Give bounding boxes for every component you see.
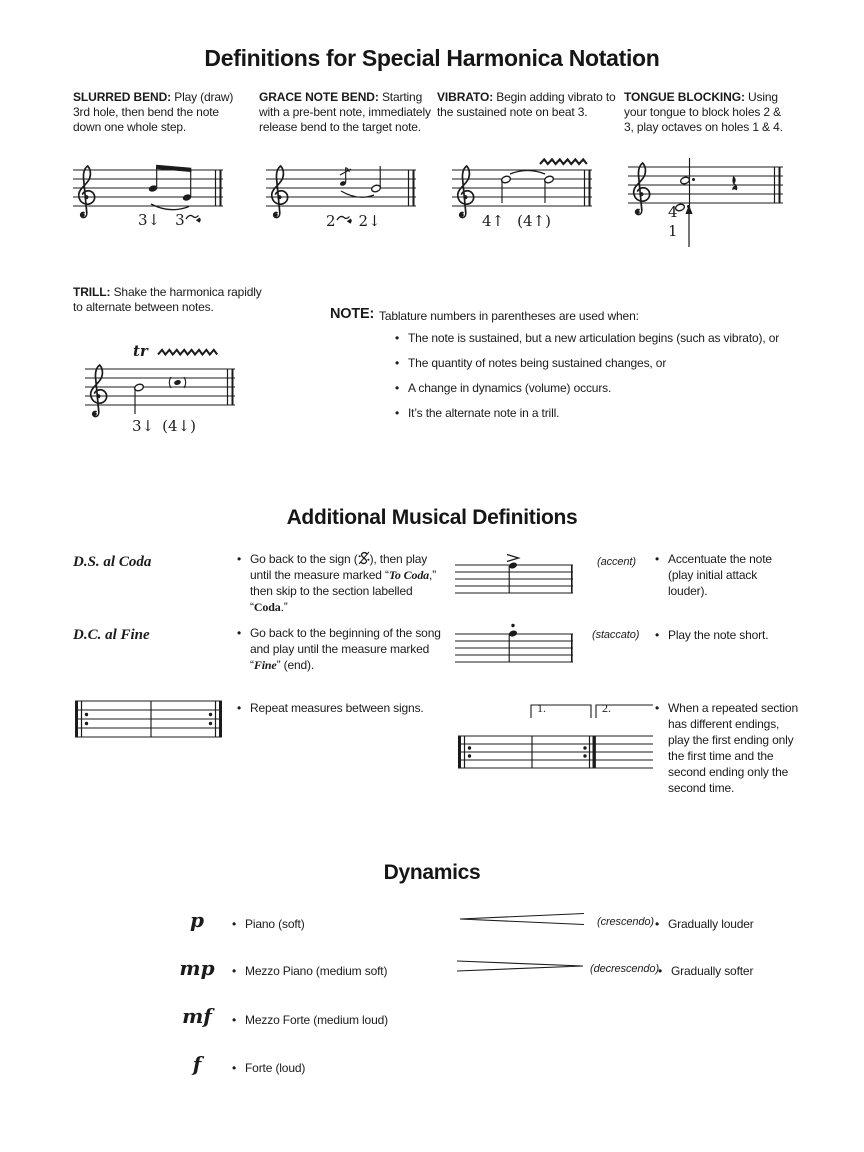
note-intro: Tablature numbers in parentheses are used when: [379,309,639,323]
dynamic-desc-piano: • Piano (soft) [232,917,305,931]
staccato-desc: • Play the note short. [655,628,769,642]
trill-staff [85,357,235,421]
tab-item: (4↑) [517,212,551,230]
bullet-dot: • [395,381,400,395]
accent-mark [507,555,519,562]
section-title-additional: Additional Musical Definitions [286,506,578,529]
vibrato-term: VIBRATO: [437,90,494,104]
vibrato-staff [452,158,592,220]
section-title-dynamics: Dynamics [383,861,481,884]
vibrato-wavy-line [540,159,587,164]
trill-tab [132,417,196,435]
repeat-desc: • Repeat measures between signs. [237,701,424,715]
tongue-blocking-definition [624,90,792,135]
bullet-dot: • [237,552,242,566]
note-bullet: • The quantity of notes being sustained changes, or [395,356,667,370]
dynamic-symbol-piano: p [190,908,204,932]
grace-note-bend-staff [266,158,416,220]
note-bullet: • The note is sustained, but a new articulation begins (such as vibrato), or [395,331,780,345]
decrescendo-label: (decrescendo) [590,963,660,975]
first-ending-number: 1. [537,701,546,715]
vibrato-tab [482,212,551,230]
bullet-dot: • [395,406,400,420]
bullet-dot: • [237,626,242,640]
tab-item: 2 [326,212,353,230]
staccato-dot [511,624,514,627]
bullet-dot: • [658,964,663,978]
second-ending-number: 2. [602,701,611,715]
tongue-blocking-staff [628,155,783,221]
tongue-blocking-desc: Using your tongue to block holes 2 & 3, play octaves on holes 1 & 4. [624,90,783,134]
slurred-bend-definition [73,90,245,135]
accent-label: (accent) [597,556,636,568]
tab-item: 3↓ [138,211,161,229]
endings-desc: • When a repeated section has different endings, play the first ending only the first time and the second ending only the second time. [655,701,798,795]
bullet-dot: • [655,917,660,931]
bend-arrow-icon [336,213,353,228]
note-bullet: • It’s the alternate note in a trill. [395,406,560,420]
decrescendo-desc: • Gradually softer [658,964,754,978]
trill-tr-symbol: tr [133,342,148,360]
dynamic-desc-mezzo-forte: • Mezzo Forte (medium loud) [232,1013,388,1027]
tab-numbers [668,203,678,249]
tab-item: 1 [668,222,678,240]
tab-item: 3 [175,211,202,229]
bullet-dot: • [237,701,242,715]
ds-al-coda-term: D.S. al Coda [73,554,152,570]
note-bullet: • A change in dynamics (volume) occurs. [395,381,612,395]
accent-desc: • Accentuate the note (play initial attack louder). [655,552,772,598]
bullet-dot: • [395,331,400,345]
long-up-arrow-icon [682,205,696,249]
grace-note-bend-definition [259,90,431,135]
note-label: NOTE: [330,306,375,322]
tongue-blocking-term: TONGUE BLOCKING: [624,90,745,104]
trill-definition [73,285,263,315]
bullet-dot: • [232,964,237,978]
tab-item: (4↓) [162,417,196,435]
vibrato-desc: Begin adding vibrato to the sustained note on beat 3. [437,90,616,119]
grace-note-bend-desc: Starting with a pre-bent note, immediately release bend to the target note. [259,90,431,134]
tab-item: 4 [668,203,678,221]
dynamic-symbol-mezzo-forte: mf [182,1004,212,1028]
bullet-dot: • [232,917,237,931]
slurred-bend-term: SLURRED BEND: [73,90,172,104]
segno-icon [358,551,370,565]
page-title: Definitions for Special Harmonica Notation [204,45,660,71]
accent-staff [455,553,574,603]
tab-item: 3↓ [132,417,155,435]
crescendo-desc: • Gradually louder [655,917,754,931]
trill-wavy-line [157,346,231,357]
vibrato-definition [437,90,617,120]
trill-desc: Shake the harmonica rapidly to alternate between notes. [73,285,262,314]
crescendo-label: (crescendo) [597,916,654,928]
ds-al-coda-desc: • Go back to the sign ( ), then play until the measure marked “To Coda,” then skip to the section labelled “Coda.” [237,552,437,614]
slurred-bend-tab [138,211,202,229]
bullet-dot: • [655,701,660,715]
crescendo-hairpin [458,911,586,927]
coda-text: Coda [253,600,281,614]
endings-staff [458,698,653,773]
bullet-dot: • [232,1061,237,1075]
grace-note-bend-term: GRACE NOTE BEND: [259,90,379,104]
tab-item: 2↓ [358,212,381,230]
bullet-dot: • [395,356,400,370]
grace-note-bend-tab [326,212,381,230]
staccato-staff [455,622,574,672]
staccato-label: (staccato) [592,629,640,641]
decrescendo-hairpin [455,958,586,974]
bullet-dot: • [232,1013,237,1027]
dynamic-desc-mezzo-piano: • Mezzo Piano (medium soft) [232,964,388,978]
dynamic-symbol-mezzo-piano: mp [179,956,215,980]
bend-arrow-icon [185,212,202,227]
bullet-dot: • [655,552,660,566]
tongue-blocking-tab [668,203,696,249]
slurred-bend-desc: Play (draw) 3rd hole, then bend the note down one whole step. [73,90,234,134]
dc-al-fine-term: D.C. al Fine [73,627,150,643]
dynamic-symbol-forte: f [192,1052,202,1076]
to-coda-text: To Coda [388,568,430,582]
trill-term: TRILL: [73,285,111,299]
tab-item: 4↑ [482,212,505,230]
fine-text: Fine [253,658,277,672]
dynamic-desc-forte: • Forte (loud) [232,1061,306,1075]
bullet-dot: • [655,628,660,642]
repeat-signs-staff [75,698,222,740]
dc-al-fine-desc: • Go back to the beginning of the song and play until the measure marked “Fine” (end). [237,626,441,672]
